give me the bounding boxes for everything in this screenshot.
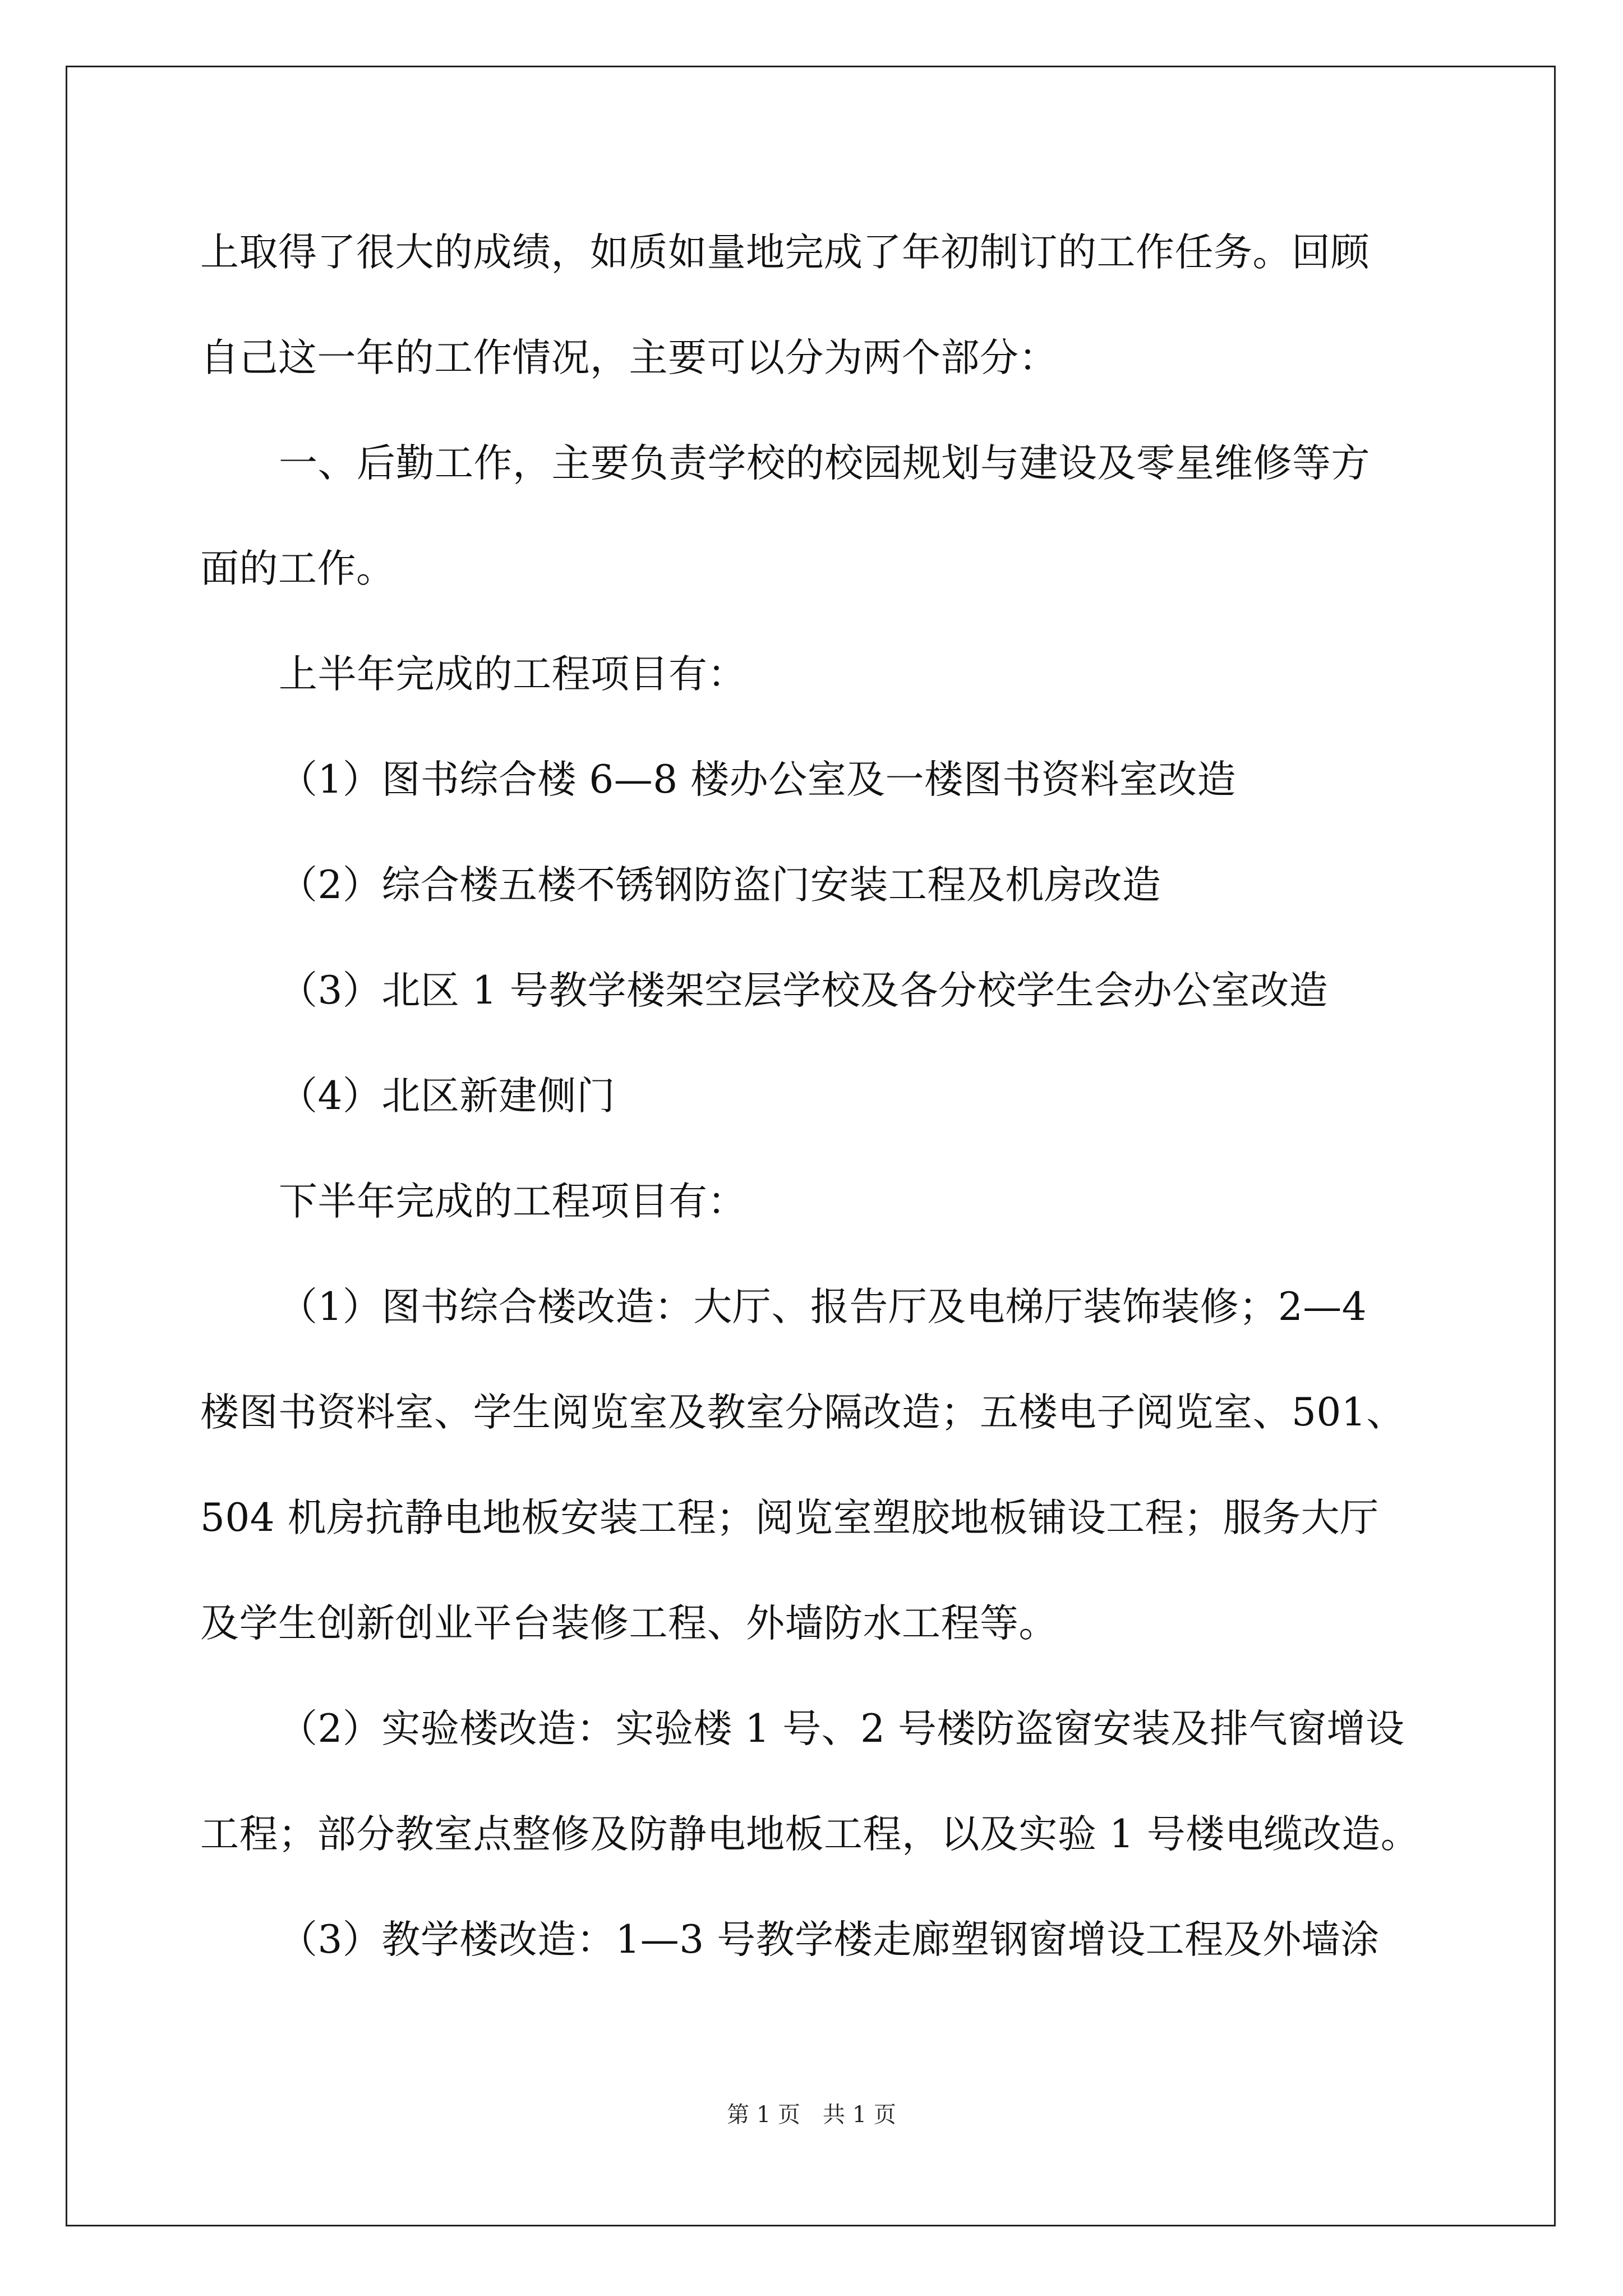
text-line: 及学生创新创业平台装修工程、外墙防水工程等。 xyxy=(200,1601,1058,1646)
list-item: （3）北区 1 号教学楼架空层学校及各分校学生会办公室改造 xyxy=(279,968,1329,1013)
list-item: （1）图书综合楼改造：大厅、报告厅及电梯厅装饰装修；2—4 xyxy=(279,1285,1367,1329)
text-line: 上取得了很大的成绩，如质如量地完成了年初制订的工作任务。回顾 xyxy=(200,230,1370,275)
text-line: 自己这一年的工作情况，主要可以分为两个部分： xyxy=(200,335,1058,380)
list-item: （1）图书综合楼 6—8 楼办公室及一楼图书资料室改造 xyxy=(279,757,1237,802)
page-number-footer: 第 1 页 共 1 页 xyxy=(727,2102,896,2128)
page-frame xyxy=(66,66,1556,2226)
list-item: （3）教学楼改造：1—3 号教学楼走廊塑钢窗增设工程及外墙涂 xyxy=(279,1917,1380,1962)
text-line: 下半年完成的工程项目有： xyxy=(279,1179,746,1224)
section-heading: 一、后勤工作，主要负责学校的校园规划与建设及零星维修等方 xyxy=(279,441,1370,486)
text-line: 504 机房抗静电地板安装工程；阅览室塑胶地板铺设工程；服务大厅 xyxy=(200,1496,1379,1540)
list-item: （2）综合楼五楼不锈钢防盗门安装工程及机房改造 xyxy=(279,863,1161,908)
text-line: 楼图书资料室、学生阅览室及教室分隔改造；五楼电子阅览室、501、 xyxy=(200,1390,1405,1435)
text-line: 面的工作。 xyxy=(200,546,395,591)
text-line: 上半年完成的工程项目有： xyxy=(279,652,746,697)
list-item: （4）北区新建侧门 xyxy=(279,1074,616,1119)
list-item: （2）实验楼改造：实验楼 1 号、2 号楼防盗窗安装及排气窗增设 xyxy=(279,1706,1405,1751)
text-line: 工程；部分教室点整修及防静电地板工程，以及实验 1 号楼电缆改造。 xyxy=(200,1812,1420,1857)
